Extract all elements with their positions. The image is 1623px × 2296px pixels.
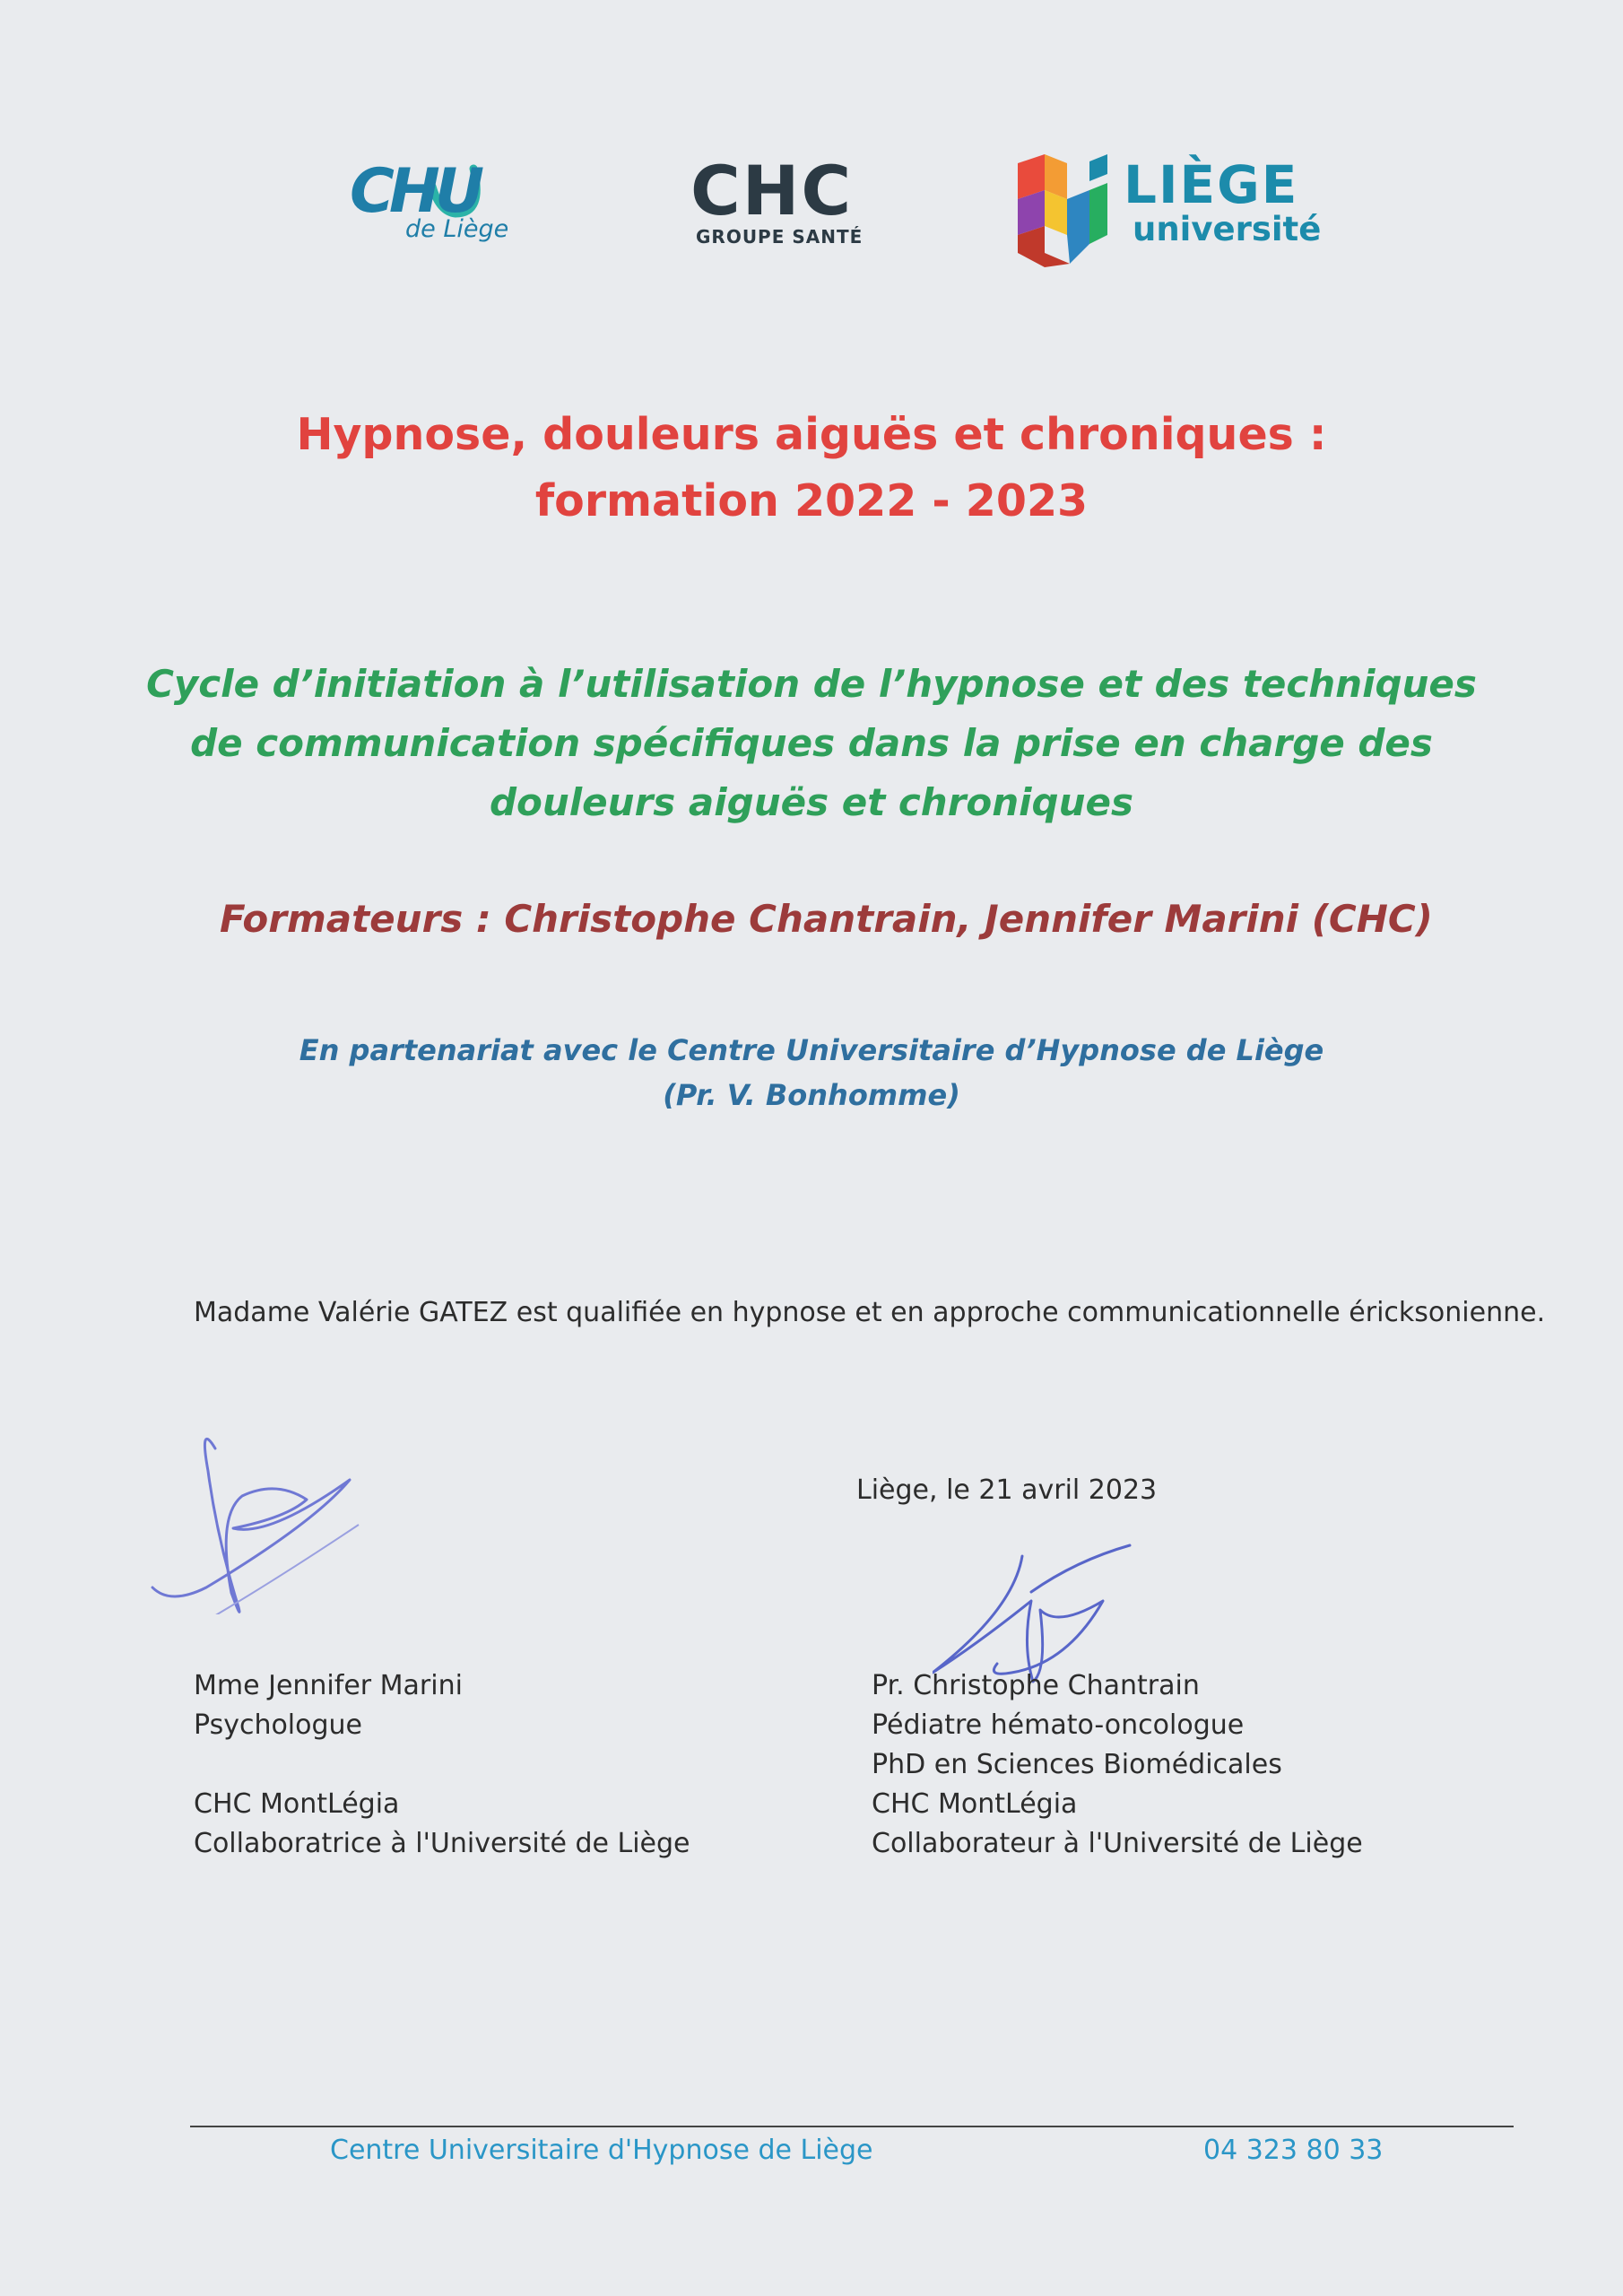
footer-divider	[190, 2126, 1514, 2127]
signatory-right-institution: CHC MontLégia	[872, 1788, 1078, 1820]
chu-liege-logo	[350, 151, 529, 249]
signatory-right-affiliation: Collaborateur à l'Université de Liège	[872, 1828, 1363, 1859]
footer-organization: Centre Universitaire d'Hypnose de Liège	[330, 2135, 873, 2166]
partnership-note	[0, 1028, 1623, 1118]
partnership-line-2: (Pr. V. Bonhomme)	[663, 1078, 960, 1112]
chc-logo-subtext: GROUPE SANTÉ	[696, 226, 864, 248]
signatory-left-affiliation: Collaboratrice à l'Université de Liège	[194, 1828, 690, 1859]
certificate-title	[0, 402, 1623, 535]
title-line-1: Hypnose, douleurs aiguës et chroniques :	[296, 409, 1327, 460]
trainers-line: Formateurs : Christophe Chantrain, Jennifer Marini (CHC)	[220, 897, 1433, 941]
uliege-logo-subtext: université	[1133, 210, 1322, 248]
place-date: Liège, le 21 avril 2023	[856, 1474, 1158, 1506]
signatory-right-name: Pr. Christophe Chantrain	[872, 1670, 1200, 1701]
qualification-statement: Madame Valérie GATEZ est qualifiée en hypnose et en approche communicationnelle éricksonienne.	[194, 1297, 1546, 1328]
partnership-line-1: En partenariat avec le Centre Universitaire d’Hypnose de Liège	[299, 1033, 1324, 1067]
signatory-left-role: Psychologue	[194, 1709, 363, 1741]
course-description	[0, 655, 1623, 832]
signatory-left-block	[194, 1666, 690, 1864]
chu-logo-subtext: de Liège	[405, 215, 509, 243]
chc-groupe-sante-logo	[690, 151, 879, 249]
subtitle-line-3: douleurs aiguës et chroniques	[489, 780, 1134, 824]
chu-logo-text: CHU	[350, 156, 480, 227]
chc-logo-text: CHC	[690, 151, 854, 230]
signatory-left-institution: CHC MontLégia	[194, 1788, 400, 1820]
signatory-right-degree: PhD en Sciences Biomédicales	[872, 1749, 1282, 1780]
subtitle-line-2: de communication spécifiques dans la prise en charge des	[190, 721, 1433, 765]
uliege-logo-text: LIÈGE	[1124, 154, 1299, 215]
subtitle-line-1: Cycle d’initiation à l’utilisation de l’hypnose et des techniques	[146, 662, 1477, 706]
footer-phone: 04 323 80 33	[1203, 2135, 1384, 2166]
signatory-right-role: Pédiatre hémato-oncologue	[872, 1709, 1245, 1741]
signatory-right-block	[872, 1666, 1363, 1864]
signature-left	[143, 1417, 377, 1614]
uliege-cube-icon	[1018, 154, 1116, 271]
signatory-left-name: Mme Jennifer Marini	[194, 1670, 463, 1701]
title-line-2: formation 2022 - 2023	[534, 475, 1089, 526]
uliege-logo	[1018, 154, 1323, 271]
